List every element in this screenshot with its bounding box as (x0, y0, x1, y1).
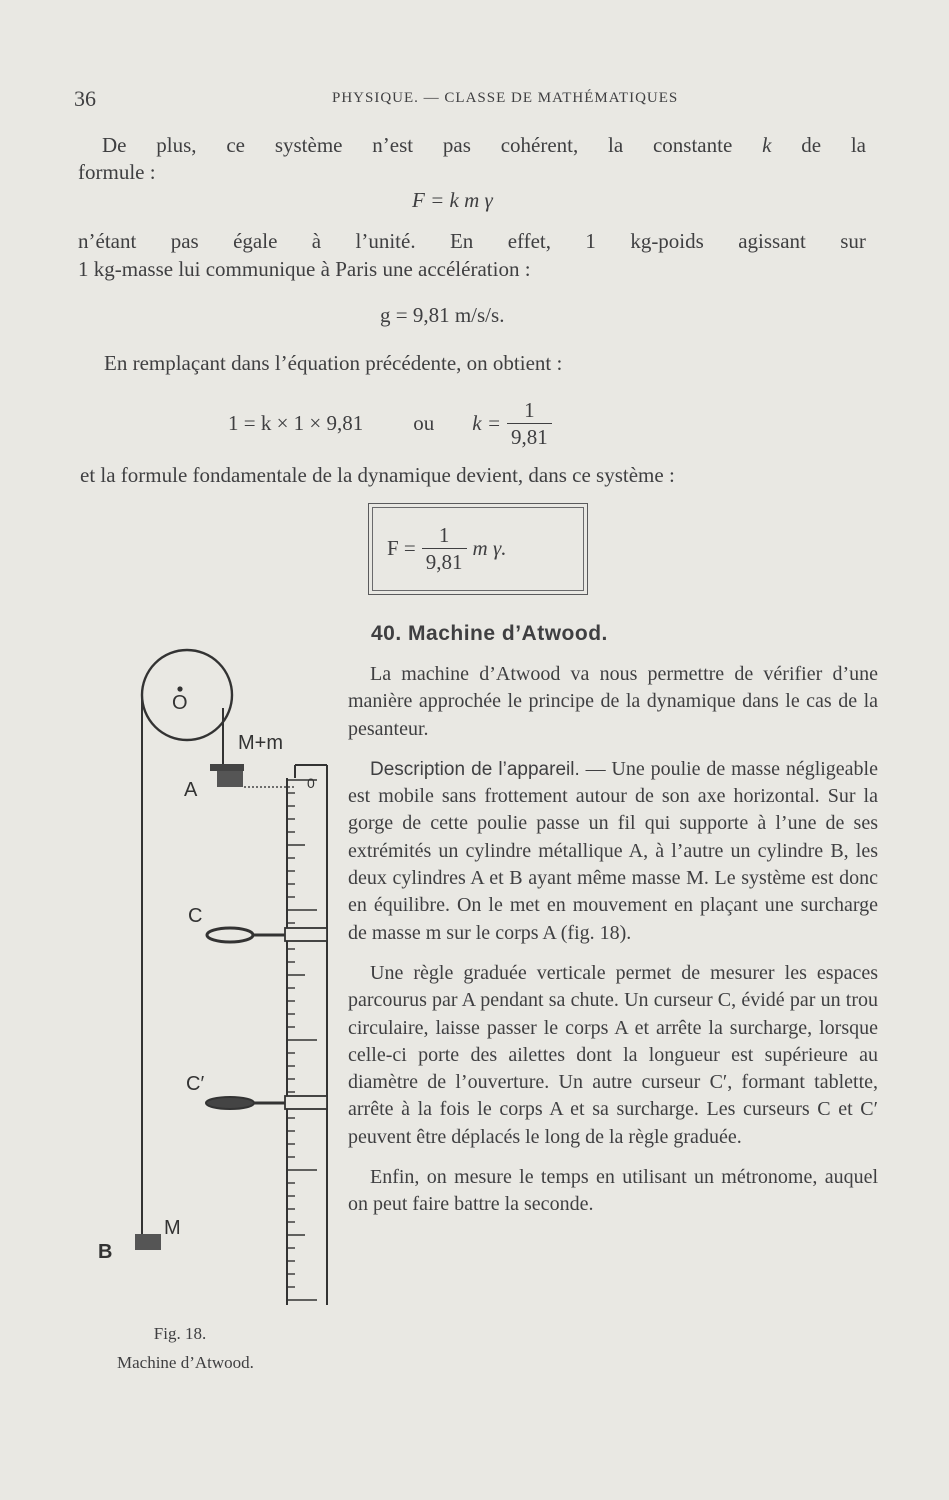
section-title: 40. Machine d’Atwood. (371, 622, 608, 645)
word: constante (652, 133, 733, 157)
pulley-axis-icon (177, 686, 182, 691)
cursor-c-ring (207, 928, 253, 942)
numerator: 1 (438, 523, 450, 547)
page-number: 36 (74, 86, 96, 111)
word: sur (840, 229, 866, 253)
equation-or: ou (413, 411, 435, 435)
word: En (449, 229, 474, 253)
description-body: — Une poulie de masse négligeable est mobile sans frottement autour de son axe horizontal. Sur la gorge de cette poulie passe un fil qui supporte à l’une de ses extrémités un cylindre métallique A, à l’autre un cylindre B, les deux cylindres A et B ayant même masse M. Le système est donc en équilibre. On le met en mouvement en plaçant une surcharge de masse m sur le corps A (fig. 18). (348, 757, 878, 944)
equation-k-lhs: k = (472, 411, 502, 435)
word: la (608, 133, 624, 157)
formula-fraction (422, 522, 467, 575)
word: De (102, 133, 127, 157)
label-m-plus-m: M+m (238, 732, 283, 754)
description-heading: Description de l’appareil. (370, 758, 580, 780)
cursor-c-prime-shelf (206, 1097, 254, 1109)
word: plus, (156, 133, 197, 157)
word: égale (233, 229, 278, 253)
label-m: M (164, 1217, 181, 1239)
label-c: C (188, 905, 203, 927)
intro-line-4: 1 kg-masse lui communique à Paris une accélération : (78, 257, 531, 281)
boxed-formula (368, 503, 588, 595)
formula-rhs: m γ. (472, 536, 507, 560)
equation-f-kmg: F = k m γ (412, 188, 493, 212)
surcharge (210, 764, 244, 771)
fraction-k (507, 397, 552, 450)
figure-caption-title: Machine d’Atwood. (117, 1353, 254, 1372)
intro-line-2: formule : (78, 160, 156, 184)
paragraph-metronome: Enfin, on mesure le temps en utilisant un métronome, auquel on peut faire battre la seconde. (348, 1166, 878, 1216)
cursor-c-prime-collar (285, 1096, 327, 1109)
graduated-ruler (287, 765, 327, 1305)
cursor-c-collar (285, 928, 327, 941)
label-a: A (184, 779, 198, 801)
word: effet, (507, 229, 552, 253)
word: kg-poids (630, 229, 704, 253)
ruler-zero: 0 (307, 775, 315, 791)
running-title: PHYSIQUE. — CLASSE DE MATHÉMATIQUES (332, 90, 679, 106)
word: k (762, 133, 772, 157)
equation-left: 1 = k × 1 × 9,81 (228, 411, 364, 435)
word: ce (226, 133, 246, 157)
mass-b (135, 1234, 161, 1250)
intro-line-3 (78, 229, 866, 254)
page-header (74, 86, 884, 116)
intro-line-5: En remplaçant dans l’équation précédente, on obtient : (104, 351, 563, 375)
word: n’étant (78, 229, 137, 253)
label-c-prime: C′ (186, 1073, 205, 1095)
mass-a (217, 771, 243, 787)
atwood-machine-figure (90, 630, 350, 1320)
ruler-ticks (287, 780, 317, 1300)
word: de (801, 133, 822, 157)
figure-caption-number: Fig. 18. (153, 1324, 207, 1343)
word: pas (442, 133, 471, 157)
word: cohérent, (500, 133, 579, 157)
equation-k (228, 397, 558, 450)
intro-line-6: et la formule fondamentale de la dynamique devient, dans ce système : (80, 463, 675, 487)
word: n’est (372, 133, 414, 157)
paragraph-intro: La machine d’Atwood va nous permettre de vérifier d’une manière approchée le principe de la dynamique dans le cas de la pesanteur. (348, 663, 878, 740)
text-column (348, 661, 878, 1219)
formula-lhs: F = (387, 536, 416, 560)
word: à (311, 229, 322, 253)
word: système (274, 133, 343, 157)
equation-g: g = 9,81 m/s/s. (380, 303, 505, 327)
word: pas (170, 229, 199, 253)
word: l’unité. (355, 229, 416, 253)
paragraph-ruler: Une règle graduée verticale permet de mesurer les espaces parcourus par A pendant sa chute. Un curseur C, évidé par un trou circulaire, laisse passer le corps A et arrête la surcharge, lorsque celle-ci porte des ailettes dont la longueur est supérieure au diamètre de l’ouverture. Un autre curseur C′, formant tablette, arrête à la fois le corps A et sa surcharge. Les curseurs C et C′ peuvent être déplacés le long de la règle graduée. (348, 961, 878, 1148)
numerator: 1 (524, 398, 535, 422)
word: 1 (585, 229, 596, 253)
denominator: 9,81 (507, 423, 552, 450)
label-b: B (98, 1241, 113, 1263)
cursor-c-prime (186, 1073, 327, 1109)
word: la (850, 133, 866, 157)
paragraph-description (348, 756, 878, 947)
denominator: 9,81 (422, 548, 467, 575)
word: agissant (738, 229, 806, 253)
intro-line-1 (102, 133, 866, 158)
label-o: O (172, 692, 188, 714)
